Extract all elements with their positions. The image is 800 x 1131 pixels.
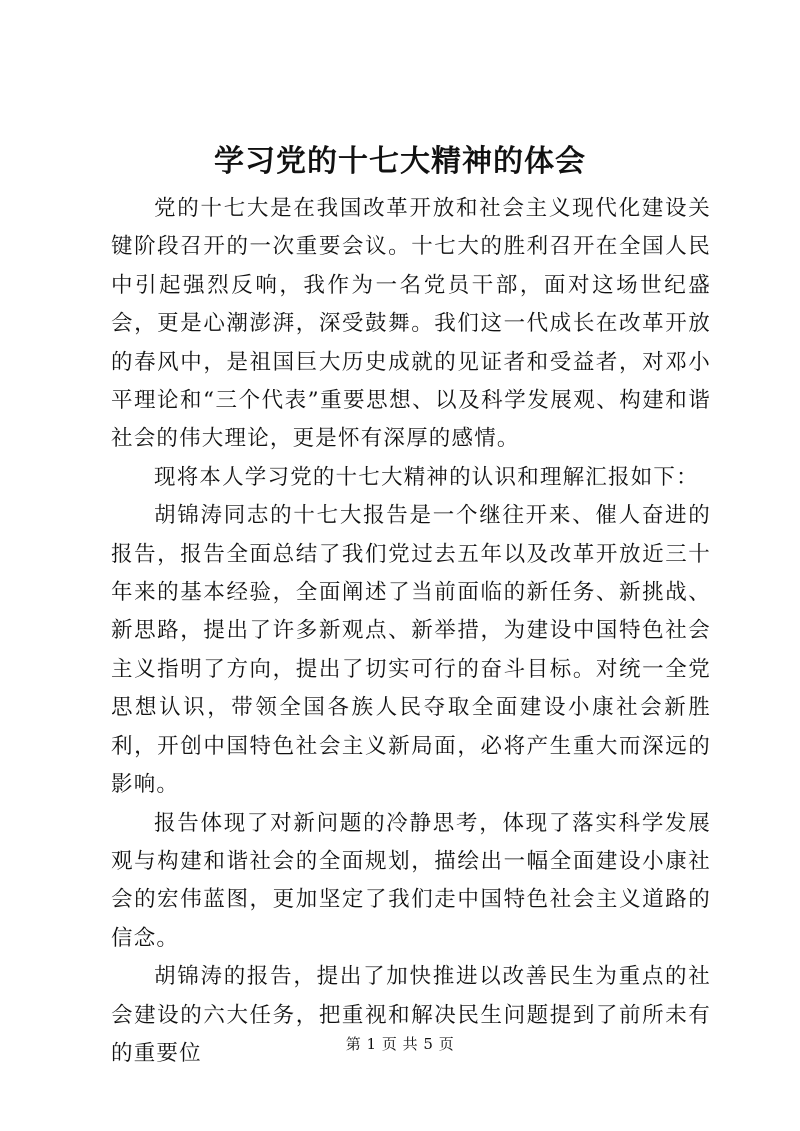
paragraph-2: 现将本人学习党的十七大精神的认识和理解汇报如下：: [154, 464, 699, 490]
paragraph-1: 党的十七大是在我国改革开放和社会主义现代化建设关键阶段召开的一次重要会议。十七大的胜利召开在全国人民中引起强烈反响，我作为一名党员干部，面对这场世纪盛会，更是心潮澎湃，深受鼓舞。我们这一代成长在改革开放的春风中，是祖国巨大历史成就的见证者和受益者，对邓小平理论和“三个代表”重要思想、以及科学发展观、构建和谐社会的伟大理论，更是怀有深厚的感情。: [111, 196, 711, 452]
paragraph-4: 报告体现了对新问题的冷静思考，体现了落实科学发展观与构建和谐社会的全面规划，描绘出一幅全面建设小康社会的宏伟蓝图，更加坚定了我们走中国特色社会主义道路的信念。: [111, 810, 711, 951]
page-number-footer: 第 1 页 共 5 页: [345, 1035, 455, 1053]
document-body: [111, 190, 711, 1073]
paragraph-5: 胡锦涛的报告，提出了加快推进以改善民生为重点的社会建设的六大任务，把重视和解决民生问题提到了前所未有的重要位: [111, 964, 711, 1066]
paragraph-3: 胡锦涛同志的十七大报告是一个继往开来、催人奋进的报告，报告全面总结了我们党过去五年以及改革开放近三十年来的基本经验，全面阐述了当前面临的新任务、新挑战、新思路，提出了许多新观点、新举措，为建设中国特色社会主义指明了方向，提出了切实可行的奋斗目标。对统一全党思想认识，带领全国各族人民夺取全面建设小康社会新胜利，开创中国特色社会主义新局面，必将产生重大而深远的影响。: [111, 503, 711, 798]
document-title: 学习党的十七大精神的体会: [214, 144, 586, 179]
